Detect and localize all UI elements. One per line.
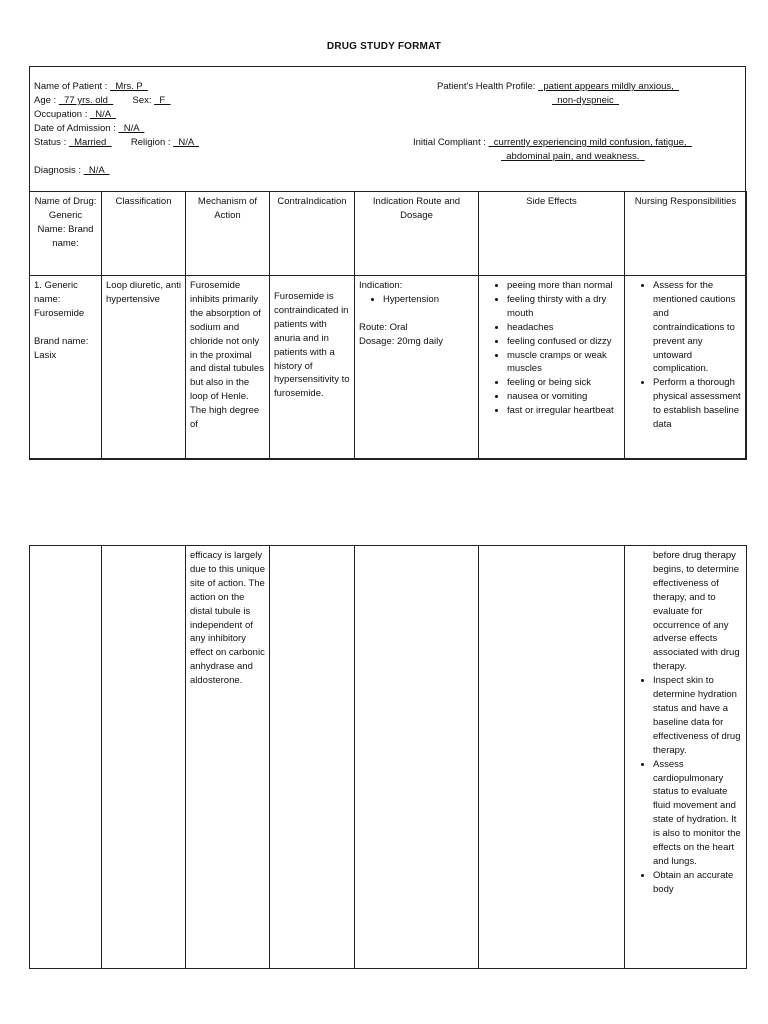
- health-profile-line: [437, 81, 679, 93]
- contraindication-cell: Furosemide is contraindicated in patients with anuria and in patients with a history of hypersensitivity to furosemide.: [270, 276, 355, 460]
- nursing-item: • Assess cardiopulmonary status to evaluate fluid movement and state of hydration. It is also to monitor the effects on the heart and lungs.: [653, 758, 742, 869]
- complaint-label: Initial Compliant :: [413, 137, 486, 148]
- side-effect-item: • feeling confused or dizzy: [507, 335, 620, 349]
- complaint-value-1: currently experiencing mild confusion, fatigue,: [488, 137, 692, 148]
- indication-list: [359, 293, 474, 307]
- patient-admission-label: Date of Admission :: [34, 123, 116, 134]
- table-header-row: [30, 192, 747, 276]
- patient-diagnosis-label: Diagnosis :: [34, 165, 81, 176]
- generic-name-value: Furosemide: [34, 307, 85, 319]
- brand-name-value: Lasix: [34, 349, 57, 361]
- nursing-cell: [625, 276, 747, 460]
- patient-status-label: Status :: [34, 137, 67, 148]
- mechanism-cell: Furosemide inhibits primarily the absorption of sodium and chloride not only in the proximal and distal tubules but also in the loop of Henle. The high degree of: [186, 276, 270, 460]
- side-effect-item: • feeling or being sick: [507, 376, 620, 390]
- indication-cell-continued: [355, 546, 479, 969]
- nursing-cell-continued: [625, 546, 747, 969]
- patient-religion-label: Religion :: [130, 137, 171, 148]
- header-nursing: Nursing Responsibilities: [625, 192, 747, 276]
- patient-sex-value: F: [154, 95, 171, 106]
- indication-item: • Hypertension: [383, 293, 474, 307]
- patient-occupation-line: [34, 109, 116, 121]
- header-mechanism: Mechanism of Action: [186, 192, 270, 276]
- page-title: DRUG STUDY FORMAT: [326, 41, 442, 52]
- health-profile-value-1: patient appears mildly anxious,: [538, 81, 680, 92]
- side-effect-item: • muscle cramps or weak muscles: [507, 349, 620, 377]
- patient-sex-label: Sex:: [132, 95, 152, 106]
- nursing-continued-text: before drug therapy begins, to determine effectiveness of therapy, and to evaluate for occurrence of any adverse effects associated with drug therapy.: [653, 550, 740, 673]
- nursing-list: [629, 279, 742, 432]
- patient-name-value: Mrs. P: [110, 81, 148, 92]
- side-effects-cell-continued: [479, 546, 625, 969]
- patient-age-value: 77 yrs. old: [58, 95, 114, 106]
- drug-name-cell: [30, 276, 102, 460]
- drug-study-table: [29, 191, 747, 460]
- side-effects-cell: [479, 276, 625, 460]
- contraindication-cell-continued: [270, 546, 355, 969]
- complaint-line-2: [501, 151, 645, 163]
- complaint-value-2: abdominal pain, and weakness.: [501, 151, 645, 162]
- generic-name-label: 1. Generic name:: [34, 280, 78, 305]
- brand-name-label: Brand name:: [34, 335, 89, 347]
- patient-admission-value: N/A: [118, 123, 145, 134]
- header-side-effects: Side Effects: [479, 192, 625, 276]
- health-profile-value-2: non-dyspneic: [552, 95, 620, 106]
- table-row: [30, 546, 747, 969]
- header-classification: Classification: [102, 192, 186, 276]
- patient-diagnosis-value: N/A: [83, 165, 110, 176]
- indication-label: Indication:: [359, 280, 403, 291]
- header-drug-name: Name of Drug: Generic Name: Brand name:: [30, 192, 102, 276]
- side-effect-item: • fast or irregular heartbeat: [507, 404, 620, 418]
- classification-cell: Loop diuretic, antihypertensive: [102, 276, 186, 460]
- health-profile-label: Patient's Health Profile:: [437, 81, 536, 92]
- side-effect-item: • peeing more than normal: [507, 279, 620, 293]
- nursing-item: • Assess for the mentioned cautions and contraindications to prevent any untoward complication.: [653, 279, 742, 376]
- drug-study-table-continued: [29, 545, 747, 969]
- nursing-item: • Perform a thorough physical assessment to establish baseline data: [653, 376, 742, 432]
- patient-diagnosis-line: [34, 165, 110, 177]
- table-row: [30, 276, 747, 460]
- patient-admission-line: [34, 123, 144, 135]
- nursing-list-continued: [629, 674, 742, 897]
- route-text: Route: Oral: [359, 321, 408, 333]
- patient-name-label: Name of Patient :: [34, 81, 108, 92]
- nursing-item: • Inspect skin to determine hydration status and have a baseline data for effectiveness of drug therapy.: [653, 674, 742, 757]
- patient-age-line: [34, 95, 171, 107]
- header-indication: Indication Route and Dosage: [355, 192, 479, 276]
- side-effect-item: • headaches: [507, 321, 620, 335]
- patient-name-line: [34, 81, 148, 93]
- nursing-item: • Obtain an accurate body: [653, 869, 742, 897]
- patient-status-line: [34, 137, 199, 149]
- classification-cell-continued: [102, 546, 186, 969]
- patient-age-label: Age :: [34, 95, 57, 106]
- dosage-text: Dosage: 20mg daily: [359, 335, 443, 347]
- side-effect-item: • feeling thirsty with a dry mouth: [507, 293, 620, 321]
- side-effects-list: [483, 279, 620, 418]
- health-profile-line-2: [552, 95, 619, 107]
- patient-occupation-label: Occupation :: [34, 109, 88, 120]
- patient-religion-value: N/A: [173, 137, 200, 148]
- side-effect-item: • nausea or vomiting: [507, 390, 620, 404]
- header-contraindication: ContraIndication: [270, 192, 355, 276]
- patient-status-value: Married: [68, 137, 112, 148]
- drug-name-cell-continued: [30, 546, 102, 969]
- patient-occupation-value: N/A: [89, 109, 116, 120]
- complaint-line: [413, 137, 692, 149]
- indication-cell: [355, 276, 479, 460]
- mechanism-cell-continued: efficacy is largely due to this unique site of action. The action on the distal tubule is independent of any inhibitory effect on carbonic anhydrase and aldosterone.: [186, 546, 270, 969]
